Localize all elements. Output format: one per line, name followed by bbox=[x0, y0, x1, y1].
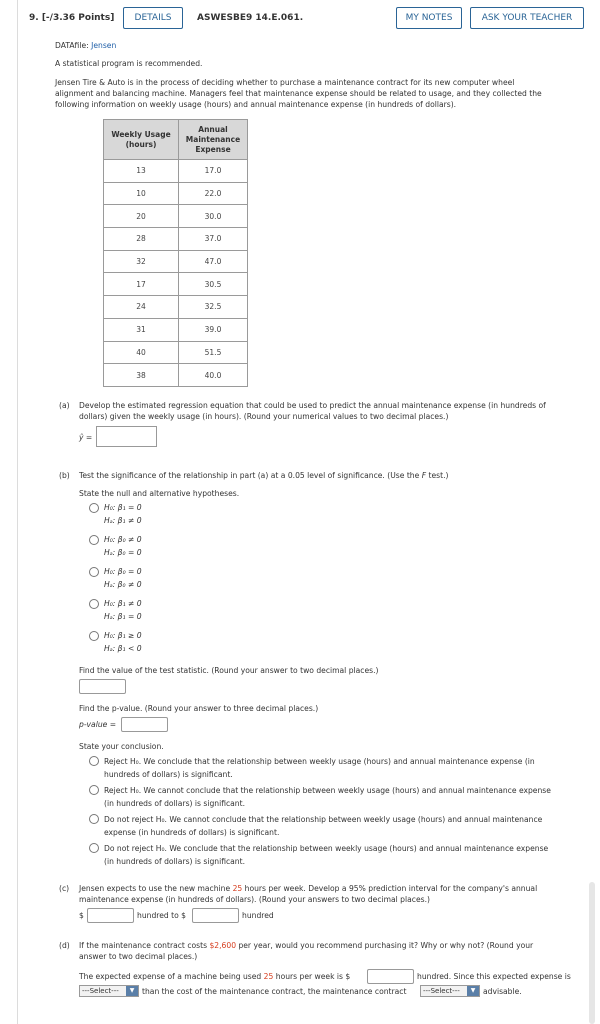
pvalue-label: p-value = bbox=[79, 720, 117, 729]
contract-cost: $2,600 bbox=[209, 941, 237, 950]
expense-cell: 39.0 bbox=[179, 318, 248, 341]
part-b-label: (b) bbox=[59, 471, 70, 480]
comparison-select[interactable]: ---Select--- ▼ bbox=[79, 985, 139, 997]
conclusion-1-line-2: hundreds of dollars) is significant. bbox=[104, 770, 233, 779]
table-row bbox=[104, 205, 248, 228]
part-c-label: (c) bbox=[59, 884, 70, 893]
conclusion-radio-3[interactable] bbox=[89, 814, 99, 824]
test-stat-prompt: Find the value of the test statistic. (Round your answer to two decimal places.) bbox=[79, 666, 379, 675]
part-a-label: (a) bbox=[59, 401, 70, 410]
conclusion-3-line-1: Do not reject H₀. We cannot conclude that the relationship between weekly usage (hours) and annual maintenance bbox=[104, 815, 543, 824]
expected-expense-input[interactable] bbox=[367, 969, 414, 984]
conclusion-radio-2[interactable] bbox=[89, 785, 99, 795]
interval-lower-input[interactable] bbox=[87, 908, 134, 923]
expense-cell: 30.0 bbox=[179, 205, 248, 228]
expected-expense-text: The expected expense of a machine being used 25 hours per week is $ bbox=[79, 972, 351, 981]
expense-cell: 32.5 bbox=[179, 296, 248, 319]
hypothesis-radio-3[interactable] bbox=[89, 567, 99, 577]
hypothesis-2-ha: Hₐ: β₀ = 0 bbox=[104, 548, 142, 557]
hypothesis-radio-1[interactable] bbox=[89, 503, 99, 513]
hypothesis-radio-5[interactable] bbox=[89, 631, 99, 641]
conclusion-2-line-2: (in hundreds of dollars) is significant. bbox=[104, 799, 246, 808]
expense-cell: 51.5 bbox=[179, 341, 248, 364]
part-d-line-2: answer to two decimal places.) bbox=[79, 952, 198, 961]
details-button[interactable]: DETAILS bbox=[123, 7, 183, 29]
part-a-line-2: dollars) given the weekly usage (in hours). (Round your numerical values to two decimal places.) bbox=[79, 412, 449, 421]
interval-upper-input[interactable] bbox=[192, 908, 239, 923]
header-annual-expense: Annual Maintenance Expense bbox=[179, 120, 248, 160]
usage-cell: 28 bbox=[104, 228, 179, 251]
table-row bbox=[104, 318, 248, 341]
hypothesis-5-h0: H₀: β₁ ≥ 0 bbox=[104, 631, 142, 640]
conclusion-radio-1[interactable] bbox=[89, 756, 99, 766]
ask-teacher-button[interactable]: ASK YOUR TEACHER bbox=[470, 7, 584, 29]
hypothesis-5-ha: Hₐ: β₁ < 0 bbox=[104, 644, 142, 653]
hypothesis-2-h0: H₀: β₀ ≠ 0 bbox=[104, 535, 142, 544]
datafile-line bbox=[55, 40, 116, 51]
part-c-line-1: Jensen expects to use the new machine 25 hours per week. Develop a 95% prediction interval for the company's annual bbox=[79, 884, 538, 893]
interval-end-text: hundred bbox=[242, 911, 274, 920]
yhat-label: ŷ = bbox=[79, 433, 93, 442]
table-row bbox=[104, 228, 248, 251]
hypothesis-4-h0: H₀: β₁ ≠ 0 bbox=[104, 599, 142, 608]
hypothesis-radio-2[interactable] bbox=[89, 535, 99, 545]
yhat-input[interactable] bbox=[96, 426, 157, 447]
usage-cell: 13 bbox=[104, 160, 179, 183]
datafile-label: DATAfile: bbox=[55, 41, 89, 50]
chevron-down-icon: ▼ bbox=[126, 986, 138, 996]
intro-line-3: following information on weekly usage (hours) and annual maintenance expense (in hundreds of dollars). bbox=[55, 100, 457, 109]
table-row bbox=[104, 273, 248, 296]
usage-cell: 10 bbox=[104, 182, 179, 205]
part-b-line-1: Test the significance of the relationship in part (a) at a 0.05 level of significance. (Use the F test.) bbox=[79, 471, 449, 480]
left-border bbox=[17, 0, 18, 1024]
intro-line-1: Jensen Tire & Auto is in the process of deciding whether to purchase a maintenance contract for its new computer wheel bbox=[55, 78, 515, 87]
hours-value: 25 bbox=[232, 884, 243, 893]
hypotheses-prompt: State the null and alternative hypotheses. bbox=[79, 489, 240, 498]
hypothesis-3-h0: H₀: β₀ = 0 bbox=[104, 567, 142, 576]
header-weekly-usage: Weekly Usage (hours) bbox=[104, 120, 179, 160]
question-header bbox=[0, 0, 600, 40]
hypothesis-1-h0: H₀: β₁ = 0 bbox=[104, 503, 142, 512]
hypothesis-3-ha: Hₐ: β₀ ≠ 0 bbox=[104, 580, 142, 589]
usage-cell: 31 bbox=[104, 318, 179, 341]
part-c-line-2: maintenance expense (in hundreds of dollars). (Round your answers to two decimal places.) bbox=[79, 895, 430, 904]
part-d-label: (d) bbox=[59, 941, 70, 950]
intro-line-2: alignment and balancing machine. Managers feel that maintenance expense should be related to usage, and they collected the bbox=[55, 89, 542, 98]
expected-after-text: hundred. Since this expected expense is bbox=[417, 972, 571, 981]
table-row bbox=[104, 250, 248, 273]
conclusion-4-line-1: Do not reject H₀. We conclude that the relationship between weekly usage (hours) and annual maintenance expense bbox=[104, 844, 549, 853]
advisable-text: advisable. bbox=[483, 987, 522, 996]
interval-mid-text: hundred to $ bbox=[137, 911, 186, 920]
advisable-select[interactable]: ---Select--- ▼ bbox=[420, 985, 480, 997]
hypothesis-1-ha: Hₐ: β₁ ≠ 0 bbox=[104, 516, 142, 525]
conclusion-prompt: State your conclusion. bbox=[79, 742, 164, 751]
expense-cell: 47.0 bbox=[179, 250, 248, 273]
hypothesis-radio-4[interactable] bbox=[89, 599, 99, 609]
expense-cell: 40.0 bbox=[179, 364, 248, 387]
test-stat-input[interactable] bbox=[79, 679, 126, 694]
chevron-down-icon: ▼ bbox=[467, 986, 479, 996]
conclusion-3-line-2: expense (in hundreds of dollars) is significant. bbox=[104, 828, 280, 837]
pvalue-input[interactable] bbox=[121, 717, 168, 732]
pvalue-prompt: Find the p-value. (Round your answer to three decimal places.) bbox=[79, 704, 319, 713]
table-row bbox=[104, 160, 248, 183]
comparison-mid-text: than the cost of the maintenance contract, the maintenance contract bbox=[142, 987, 407, 996]
table-row bbox=[104, 364, 248, 387]
datafile-link[interactable]: Jensen bbox=[91, 41, 117, 50]
table-row bbox=[104, 182, 248, 205]
question-number: 9. [-/3.36 Points] bbox=[29, 13, 115, 23]
conclusion-4-line-2: (in hundreds of dollars) is significant. bbox=[104, 857, 246, 866]
usage-cell: 24 bbox=[104, 296, 179, 319]
table-row bbox=[104, 296, 248, 319]
scrollbar[interactable] bbox=[589, 882, 595, 1024]
conclusion-2-line-1: Reject H₀. We cannot conclude that the relationship between weekly usage (hours) and annual maintenance expense bbox=[104, 786, 551, 795]
usage-cell: 17 bbox=[104, 273, 179, 296]
part-a-line-1: Develop the estimated regression equation that could be used to predict the annual maintenance expense (in hundreds of bbox=[79, 401, 546, 410]
hypothesis-4-ha: Hₐ: β₁ = 0 bbox=[104, 612, 142, 621]
table-row bbox=[104, 341, 248, 364]
expense-cell: 37.0 bbox=[179, 228, 248, 251]
expense-cell: 22.0 bbox=[179, 182, 248, 205]
recommendation-text: A statistical program is recommended. bbox=[55, 59, 203, 68]
expected-hours: 25 bbox=[263, 972, 274, 981]
usage-cell: 20 bbox=[104, 205, 179, 228]
data-table bbox=[103, 119, 248, 387]
expense-cell: 30.5 bbox=[179, 273, 248, 296]
usage-cell: 32 bbox=[104, 250, 179, 273]
my-notes-button[interactable]: MY NOTES bbox=[396, 7, 462, 29]
usage-cell: 38 bbox=[104, 364, 179, 387]
expense-cell: 17.0 bbox=[179, 160, 248, 183]
table-header-row bbox=[104, 120, 248, 160]
dollar-sign: $ bbox=[79, 911, 84, 920]
conclusion-radio-4[interactable] bbox=[89, 843, 99, 853]
usage-cell: 40 bbox=[104, 341, 179, 364]
conclusion-1-line-1: Reject H₀. We conclude that the relationship between weekly usage (hours) and annual maintenance expense (in bbox=[104, 757, 535, 766]
question-code: ASWESBE9 14.E.061. bbox=[197, 13, 304, 23]
part-d-line-1: If the maintenance contract costs $2,600 per year, would you recommend purchasing it? Why or why not? (Round your bbox=[79, 941, 534, 950]
